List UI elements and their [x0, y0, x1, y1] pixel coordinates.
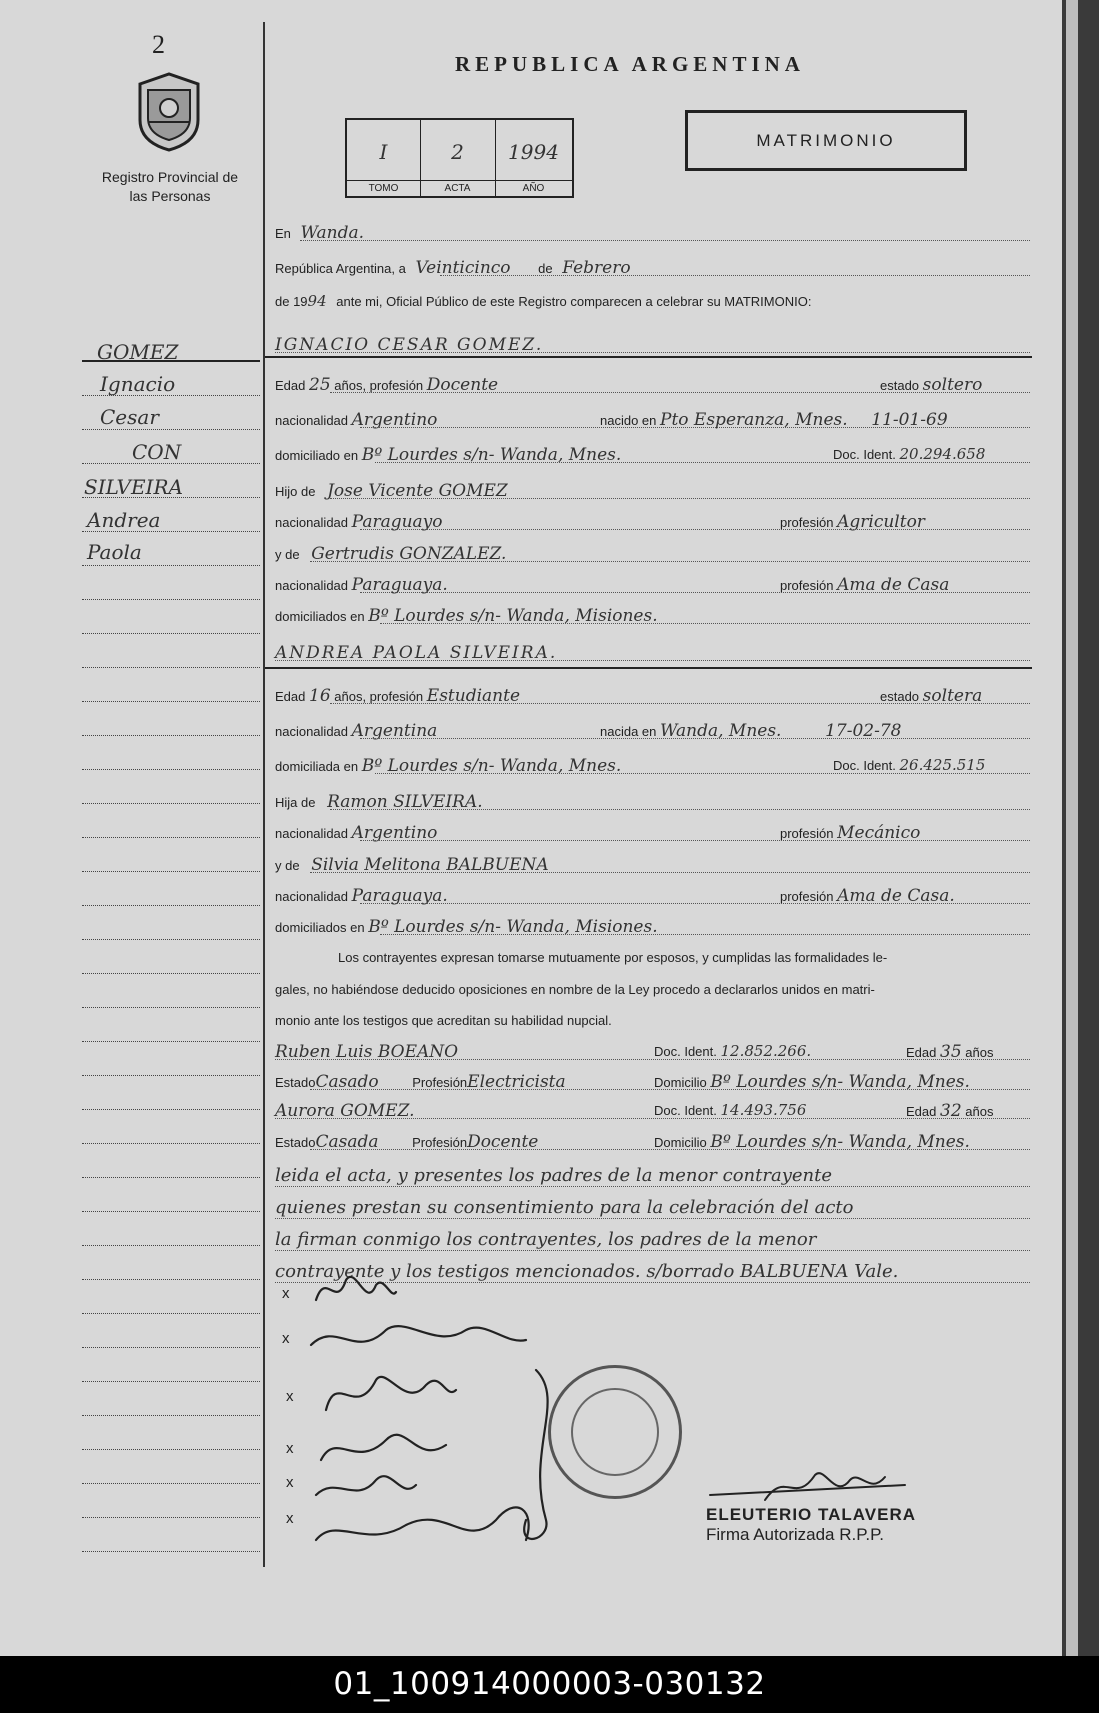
margin-ruled-line: [82, 1177, 260, 1178]
margin-con: CON: [132, 440, 182, 464]
groom-father-nationality: Paraguayo: [351, 512, 443, 532]
margin-first-name-groom: Ignacio: [100, 372, 176, 396]
margin-ruled-line: [82, 1415, 260, 1416]
estado-label: estado: [880, 689, 920, 704]
margin-ruled-line: [82, 871, 260, 872]
domiciliada-label: domiciliada en: [275, 759, 359, 774]
nacida-label: nacida en: [600, 724, 657, 739]
bride-civil-status: soltera: [922, 686, 983, 706]
fill-line: [330, 392, 1030, 393]
domicilio-label: Domicilio: [654, 1075, 707, 1090]
page-edge: [1062, 0, 1099, 1656]
record-number-box: [345, 118, 574, 198]
margin-ruled-line: [82, 1007, 260, 1008]
margin-ruled-line: [82, 531, 260, 532]
witness-2-document: 14.493.756: [720, 1101, 807, 1119]
margin-ruled-line: [82, 1109, 260, 1110]
fill-line: [310, 561, 1030, 562]
doc-label: Doc. Ident.: [654, 1044, 717, 1059]
witness-1-civil-status: Casado: [315, 1072, 379, 1092]
margin-ruled-line: [82, 1211, 260, 1212]
domiciliados-label: domiciliados en: [275, 609, 365, 624]
fill-line: [375, 462, 1030, 463]
bride-profession: Estudiante: [426, 686, 521, 706]
witness-2-name: Aurora GOMEZ.: [275, 1101, 415, 1121]
ano-cell: [495, 120, 572, 196]
bride-father: Ramon SILVEIRA.: [327, 792, 483, 812]
edad-label: Edad: [906, 1045, 937, 1060]
tomo-cell: [347, 120, 421, 196]
groom-age: 25: [309, 375, 331, 395]
margin-ruled-line: [82, 939, 260, 940]
margin-first-name-bride: Andrea: [87, 508, 161, 532]
groom-civil-status: soltero: [922, 375, 983, 395]
edad-label: Edad: [275, 378, 306, 393]
doc-label: Doc. Ident.: [654, 1103, 717, 1118]
margin-ruled-line: [82, 735, 260, 736]
note-line-4: contrayente y los testigos mencionados. s/borrado BALBUENA Vale.: [275, 1261, 899, 1282]
fill-line: [330, 703, 1030, 704]
de-label: de: [538, 261, 553, 276]
rep-label: República Argentina, a: [275, 261, 406, 276]
sign-mark: x: [282, 1285, 290, 1302]
groom-mother-nationality: Paraguaya.: [351, 575, 448, 595]
margin-divider: [263, 22, 265, 1567]
estado-label: Estado: [275, 1075, 316, 1090]
tomo-value: I: [379, 140, 388, 164]
margin-ruled-line: [82, 701, 260, 702]
official-block: [706, 1505, 916, 1545]
bride-nationality: Argentina: [351, 721, 438, 741]
groom-birthplace: Pto Esperanza, Mnes.: [660, 410, 848, 430]
margin-ruled-line: [82, 1313, 260, 1314]
fill-line: [275, 1218, 1030, 1219]
margin-ruled-line: [82, 769, 260, 770]
fill-line: [275, 352, 1030, 353]
sign-mark: x: [286, 1388, 294, 1405]
profesion-label: profesión: [780, 515, 834, 530]
nacionalidad-label: nacionalidad: [275, 724, 349, 739]
margin-ruled-line: [82, 667, 260, 668]
margin-ruled-line: [82, 565, 260, 566]
declaration-line-1: Los contrayentes expresan tomarse mutuamente por esposos, y cumplidas las formalidades le-: [338, 950, 888, 965]
page-number: 2: [152, 30, 165, 59]
witness-2-civil-status: Casada: [315, 1132, 379, 1152]
margin-ruled-line: [82, 1075, 260, 1076]
official-stamp-icon: [548, 1365, 682, 1499]
statement-text: ante mi, Oficial Público de este Registro comparecen a celebrar su MATRIMONIO:: [336, 294, 812, 309]
margin-ruled-line: [82, 1347, 260, 1348]
official-name: ELEUTERIO TALAVERA: [706, 1505, 917, 1524]
sign-mark: x: [286, 1440, 294, 1457]
y-de-label: y de: [275, 858, 300, 873]
bride-father-nationality: Argentino: [351, 823, 438, 843]
fill-line: [310, 872, 1030, 873]
groom-nationality: Argentino: [351, 410, 438, 430]
acta-value: 2: [451, 140, 464, 164]
margin-ruled-line: [82, 429, 260, 430]
witness-1-address-value: Bº Lourdes s/n- Wanda, Mnes.: [710, 1072, 970, 1092]
note-line-2: quienes prestan su consentimiento para la celebración del acto: [275, 1197, 854, 1218]
en-label: En: [275, 226, 291, 241]
place-value: Wanda.: [300, 223, 365, 243]
profesion-label: Profesión: [412, 1135, 468, 1150]
margin-ruled-line: [82, 633, 260, 634]
estado-label: estado: [880, 378, 920, 393]
document-id-footer: 01_100914000003-030132: [0, 1656, 1099, 1713]
margin-ruled-line: [82, 1449, 260, 1450]
declaration-line-2: gales, no habiéndose deducido oposiciones en nombre de la Ley procedo a declararlos unidos en matri-: [275, 982, 875, 997]
witness-1-doc: [654, 1042, 811, 1060]
fill-line: [330, 498, 1030, 499]
record-type-box: MATRIMONIO: [685, 110, 967, 171]
margin-ruled-line: [82, 837, 260, 838]
nacionalidad-label: nacionalidad: [275, 889, 349, 904]
bride-address: Bº Lourdes s/n- Wanda, Mnes.: [361, 756, 622, 776]
ano-label: AÑO: [495, 180, 572, 194]
groom-document: 20.294.658: [899, 445, 986, 463]
fill-line: [275, 1250, 1030, 1251]
estado-label: Estado: [275, 1135, 316, 1150]
acta-cell: [420, 120, 496, 196]
groom-full-name: IGNACIO CESAR GOMEZ.: [275, 335, 544, 355]
fill-line: [310, 1089, 1030, 1090]
margin-second-name-bride: Paola: [87, 540, 142, 564]
groom-parents-address: Bº Lourdes s/n- Wanda, Misiones.: [368, 606, 658, 626]
fill-line: [360, 903, 1030, 904]
margin-surname-groom: GOMEZ: [97, 340, 179, 364]
declaration-line-3: monio ante los testigos que acreditan su habilidad nupcial.: [275, 1013, 612, 1028]
year-label: de 19: [275, 294, 308, 309]
fill-line: [275, 1118, 1030, 1119]
margin-ruled-line: [82, 497, 260, 498]
fill-line: [360, 840, 1030, 841]
provincial-seal-icon: [130, 70, 208, 152]
margin-ruled-line: [82, 1041, 260, 1042]
note-line-1: leida el acta, y presentes los padres de la menor contrayente: [275, 1165, 832, 1186]
edad-label: Edad: [906, 1104, 937, 1119]
section-rule: [265, 667, 1032, 669]
bride-birthplace: Wanda, Mnes.: [660, 721, 782, 741]
witness-2-age-value: 32: [940, 1101, 962, 1121]
fill-line: [360, 529, 1030, 530]
nacido-label: nacido en: [600, 413, 657, 428]
profesion-label: profesión: [780, 889, 834, 904]
bride-doc: [833, 756, 985, 774]
domiciliado-label: domiciliado en: [275, 448, 359, 463]
anos-label: años: [965, 1104, 994, 1119]
groom-father: Jose Vicente GOMEZ: [327, 481, 508, 501]
fill-line: [300, 240, 1030, 241]
edad-label: Edad: [275, 689, 306, 704]
acta-label: ACTA: [420, 180, 495, 194]
profesion-label: Profesión: [412, 1075, 468, 1090]
witness-2-profession: Docente: [467, 1132, 539, 1152]
doc-label: Doc. Ident.: [833, 758, 896, 773]
fill-line: [360, 427, 1030, 428]
witness-1-document: 12.852.266.: [720, 1042, 812, 1060]
hija-label: Hija de: [275, 795, 316, 810]
bride-full-name: ANDREA PAOLA SILVEIRA.: [275, 643, 558, 663]
margin-ruled-line: [82, 803, 260, 804]
fill-line: [375, 773, 1030, 774]
domicilio-label: Domicilio: [654, 1135, 707, 1150]
margin-ruled-line: [82, 1381, 260, 1382]
groom-mother: Gertrudis GONZALEZ.: [311, 544, 507, 564]
profesion-label: profesión: [780, 826, 834, 841]
margin-ruled-line: [82, 395, 260, 396]
doc-label: Doc. Ident.: [833, 447, 896, 462]
sign-mark: x: [286, 1474, 294, 1491]
year-suffix: 94: [307, 292, 327, 310]
margin-second-name-groom: Cesar: [100, 405, 159, 429]
groom-birthdate: 11-01-69: [871, 410, 948, 430]
domiciliados-label: domiciliados en: [275, 920, 365, 935]
bride-mother-nationality: Paraguaya.: [351, 886, 448, 906]
fill-line: [275, 660, 1030, 661]
witness-2-address-value: Bº Lourdes s/n- Wanda, Mnes.: [710, 1132, 970, 1152]
margin-ruled-line: [82, 463, 260, 464]
bride-parents-address: Bº Lourdes s/n- Wanda, Misiones.: [368, 917, 658, 937]
y-de-label: y de: [275, 547, 300, 562]
margin-ruled-line: [82, 1483, 260, 1484]
nacionalidad-label: nacionalidad: [275, 578, 349, 593]
fill-line: [380, 934, 1030, 935]
margin-ruled-line: [82, 599, 260, 600]
official-signature-scribble: [705, 1465, 925, 1510]
registry-name: Registro Provincial de las Personas: [101, 169, 239, 204]
intro-line-3: [275, 292, 811, 310]
anos-label: años: [965, 1045, 994, 1060]
anos-profesion-label: años, profesión: [334, 689, 424, 704]
fill-line: [440, 275, 1030, 276]
witness-1-age-value: 35: [940, 1042, 962, 1062]
groom-doc: [833, 445, 985, 463]
margin-ruled-line: [82, 1245, 260, 1246]
nacionalidad-label: nacionalidad: [275, 826, 349, 841]
sign-mark: x: [282, 1330, 290, 1347]
day-value: Veinticinco: [415, 258, 511, 278]
fill-line: [310, 1149, 1030, 1150]
groom-mother-profession: Ama de Casa: [837, 575, 950, 595]
witness-1-profession: Electricista: [467, 1072, 566, 1092]
witness-2-doc: [654, 1101, 806, 1119]
groom-profession: Docente: [426, 375, 499, 395]
margin-ruled-line: [82, 1279, 260, 1280]
anos-profesion-label: años, profesión: [334, 378, 424, 393]
ano-value: 1994: [508, 140, 559, 164]
fill-line: [360, 592, 1030, 593]
groom-address: Bº Lourdes s/n- Wanda, Mnes.: [361, 445, 622, 465]
bride-mother: Silvia Melitona BALBUENA: [311, 855, 549, 875]
groom-father-profession: Agricultor: [837, 512, 925, 532]
note-line-3: la firman conmigo los contrayentes, los padres de la menor: [275, 1229, 817, 1250]
tomo-label: TOMO: [347, 180, 420, 194]
nacionalidad-label: nacionalidad: [275, 515, 349, 530]
bride-document: 26.425.515: [899, 756, 986, 774]
margin-ruled-line: [82, 905, 260, 906]
witness-1-name: Ruben Luis BOEANO: [275, 1042, 459, 1062]
margin-ruled-line: [82, 973, 260, 974]
bride-age: 16: [309, 686, 331, 706]
margin-ruled-line: [82, 1517, 260, 1518]
country-title: REPUBLICA ARGENTINA: [455, 52, 805, 76]
bride-birthdate: 17-02-78: [825, 721, 902, 741]
fill-line: [275, 1059, 1030, 1060]
section-rule: [265, 356, 1032, 358]
bride-mother-profession: Ama de Casa.: [837, 886, 955, 906]
official-title: Firma Autorizada R.P.P.: [706, 1525, 884, 1544]
sign-mark: x: [286, 1510, 294, 1527]
fill-line: [330, 809, 1030, 810]
fill-line: [275, 1186, 1030, 1187]
margin-ruled-line: [82, 1551, 260, 1552]
profesion-label: profesión: [780, 578, 834, 593]
hijo-label: Hijo de: [275, 484, 316, 499]
margin-surname-bride: SILVEIRA: [84, 475, 183, 499]
month-value: Febrero: [562, 258, 631, 278]
nacionalidad-label: nacionalidad: [275, 413, 349, 428]
fill-line: [380, 623, 1030, 624]
signatures-scribble: [296, 1270, 556, 1560]
margin-ruled-line: [82, 1143, 260, 1144]
bride-father-profession: Mecánico: [837, 823, 921, 843]
fill-line: [360, 738, 1030, 739]
